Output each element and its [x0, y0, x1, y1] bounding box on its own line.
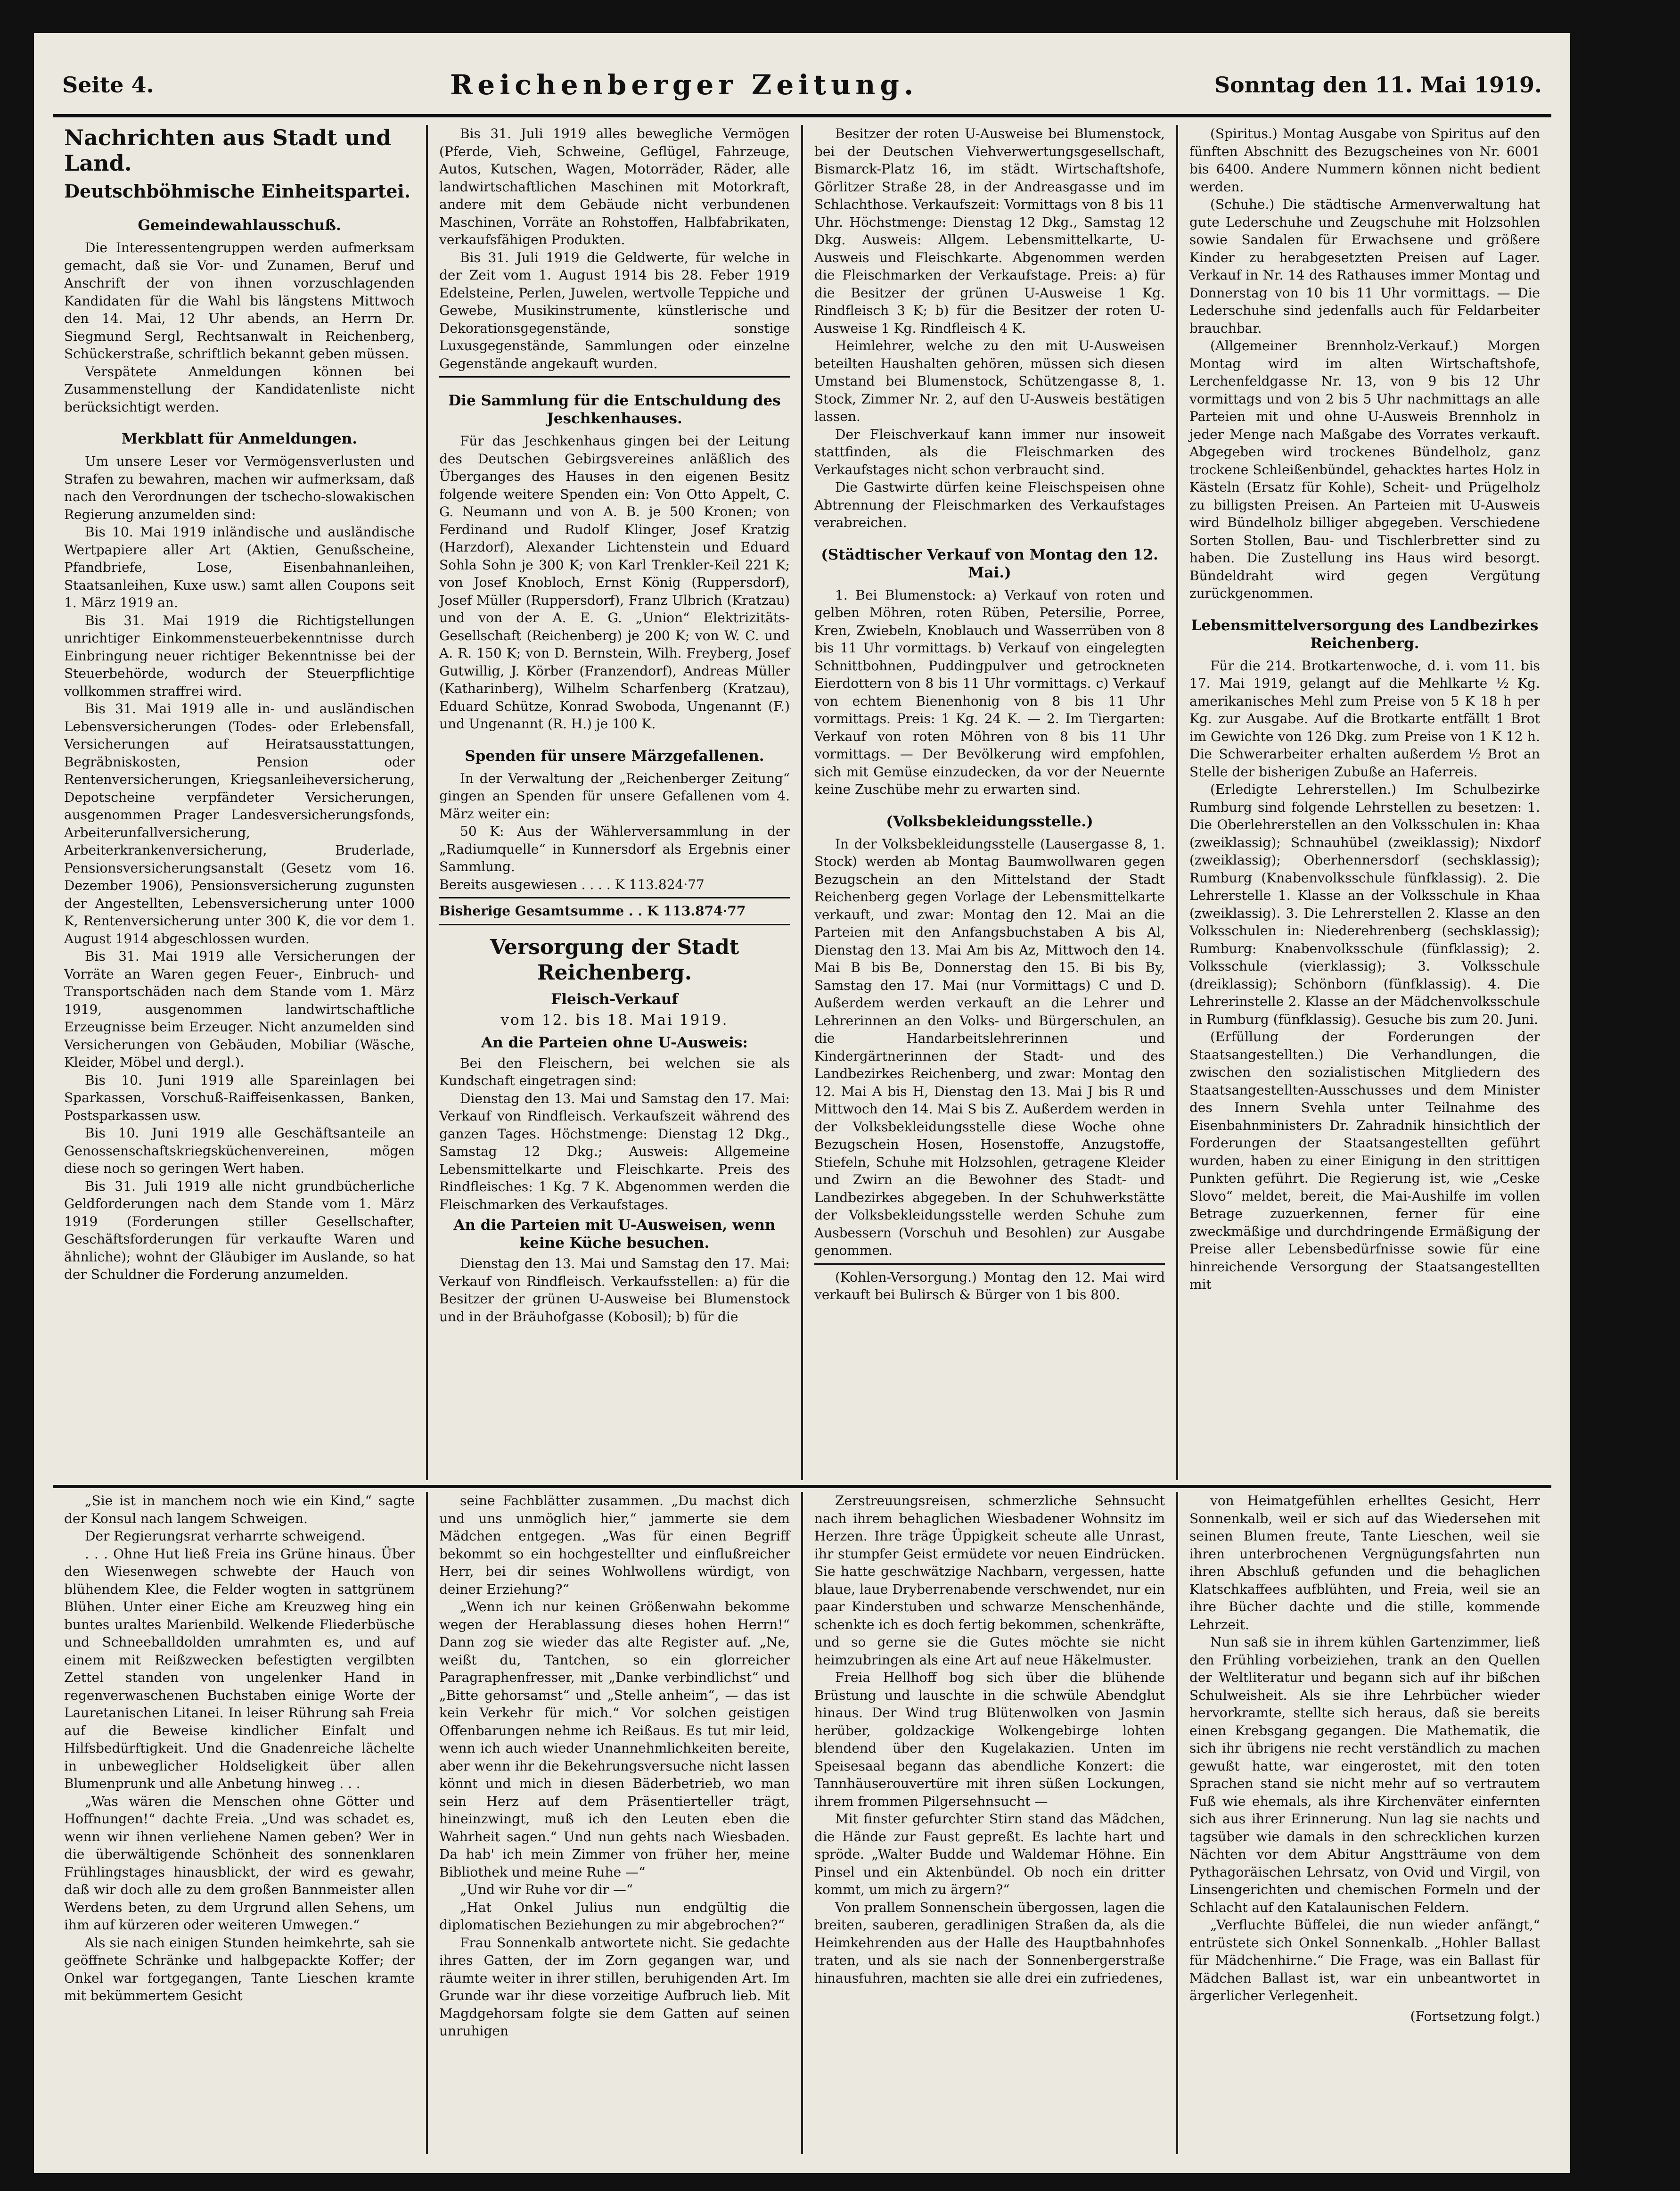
section-heading: Nachrichten aus Stadt und Land. — [64, 125, 392, 176]
divider — [439, 897, 790, 898]
paragraph: Heimlehrer, welche zu den mit U-Ausweisen beteilten Haushalten gehören, müssen sich diesen Umstand bei Blumenstock, Schützengasse 8, 1. Stock, Zimmer Nr. 2, auf den U-Ausweis bestätigen lassen. — [814, 338, 1165, 424]
paragraph: Dienstag den 13. Mai und Samstag den 17. Mai: Verkauf von Rindfleisch. Verkaufszeit während des ganzen Tages. Höchstmenge: Dienstag 12 Dkg., Samstag 12 Dkg.; Ausweis: Allgemeine Lebensmittelkarte und Fleischkarte. Preis des Rindfleisches: 1 Kg. 7 K. Abgenommen werden die Fleischmarken des Verkaufstages. — [439, 1090, 790, 1212]
paragraph: Für das Jeschkenhaus gingen bei der Leitung des Deutschen Gebirgsvereines anläßlich des Überganges des Hauses in den eigenen Besitz folgende weitere Spenden ein: Von Otto Appelt, C. G. Neumann und von A. B. je 500 Kronen; von Ferdinand und Rudolf Klinger, Josef Kratzig (Harzdorf), Alexander Lichtenstein und Eduard Sohla Sohn je 300 K; von Karl Trenkler-Keil 221 K; von Josef Knobloch, Ernst König (Ruppersdorf), Josef Müller (Ruppersdorf), Franz Ulbrich (Kratzau) und von der A. E. G. „Union“ Elektrizitäts-Gesellschaft (Reichenberg) je 200 K; von W. C. und A. R. 150 K; von D. Bernstein, Wilh. Freyberg, Josef Gutwillig, J. Körber (Franzendorf), Andreas Müller (Katharinberg), Wilhelm Scharfenberg (Kratzau), Eduard Schütze, Konrad Swoboda, Ungenannt (F.) und Ungenannt (R. H.) je 100 K. — [439, 433, 790, 732]
story-column-4 — [1178, 1492, 1551, 2154]
paragraph: Zerstreuungsreisen, schmerzliche Sehnsucht nach ihrem behaglichen Wiesbadener Wohnsitz im Herzen. Ihre träge Üppigkeit scheute alle Unrast, ihr stumpfer Geist ermüdete vor neuen Eindrücken. Sie hatte geschwätzige Nachbarn, vergessen, hatte blaue, laue Dryberrenabende verschwendet, nur ein paar Kinderstuben und schwarze Menschenhände, schenkte ich es doch fertig bekommen, schenkräfte, und so gerne sie die Gutes möchte sie nicht heimzubringen als eine Art auf neue Häkelmuster. — [814, 1493, 1165, 1668]
paragraph: 1. Bei Blumenstock: a) Verkauf von roten und gelben Möhren, roten Rüben, Petersilie, Porree, Kren, Zwiebeln, Knoblauch und Wasserrüben von 8 bis 11 Uhr vormittags. b) Verkauf von eingelegten Schnittbohnen, Puddingpulver und getrockneten Eierdottern von 8 bis 11 Uhr vormittags. c) Verkauf von echtem Bienenhonig von 8 bis 11 Uhr vormittags. Preis: 1 Kg. 24 K. — 2. Im Tiergarten: Verkauf von roten Möhren von 8 bis 11 Uhr vormittags. — Der Bevölkerung wird empfohlen, sich mit Gemüse einzudecken, da vor der Neuernte keine Zuschübe mehr zu erwarten sind. — [814, 587, 1165, 797]
paragraph: Bis 10. Mai 1919 inländische und ausländische Wertpapiere aller Art (Aktien, Genußscheine, Pfandbriefe, Lose, Eisenbahnanleihen, Staatsanleihen, Kuxe usw.) samt allen Coupons seit 1. März 1919 an. — [64, 524, 415, 610]
donation-total: Bisherige Gesamtsumme . . K 113.874·77 — [439, 903, 746, 919]
paragraph: Für die 214. Brotkartenwoche, d. i. vom 11. bis 17. Mai 1919, gelangt auf die Mehlkarte ½ Kg. amerikanisches Mehl zum Preise von 5 K 18 h per Kg. zur Ausgabe. Auf die Brotkarte entfällt 1 Brot im Gewichte von 126 Dkg. zum Preise von 1 K 12 h. Die Schwerarbeiter erhalten außerdem ½ Brot an Stelle der bisherigen Zubuße an Haferreis. — [1189, 658, 1540, 780]
news-column-4 — [1178, 125, 1551, 1480]
paragraph: Als sie nach einigen Stunden heimkehrte, sah sie geöffnete Schränke und halbgepackte Koffer; der Onkel war fortgegangen, Tante Lieschen kramte mit bekümmertem Gesicht — [64, 1935, 415, 2003]
paragraph: (Spiritus.) Montag Ausgabe von Spiritus auf den fünften Abschnitt des Bezugscheines von Nr. 6001 bis 6400. Andere Nummern können nicht bedient werden. — [1189, 126, 1540, 195]
article-heading: Merkblatt für Anmeldungen. — [121, 430, 358, 447]
paragraph: Bei den Fleischern, bei welchen sie als Kundschaft eingetragen sind: — [439, 1055, 790, 1088]
paragraph: Bis 10. Juni 1919 alle Spareinlagen bei Sparkassen, Vorschuß-Raiffeisenkassen, Banken, Postsparkassen usw. — [64, 1072, 415, 1123]
header-rule — [53, 114, 1551, 117]
paragraph: (Kohlen-Versorgung.) Montag den 12. Mai wird verkauft bei Bulirsch & Bürger von 1 bis 800. — [814, 1269, 1165, 1302]
paragraph: (Erfüllung der Forderungen der Staatsangestellten.) Die Verhandlungen, die zwischen den sozialistischen Mitgliedern des Staatsangestellten-Ausschusses und dem Minister des Innern Svehla unter Teilnahme des Eisenbahnministers Dr. Zahradnik hinsichtlich der Forderungen der Staatsangestellten geführt wurden, haben zu einer Einigung in den strittigen Punkten geführt. Die Regierung ist, wie „Ceske Slovo“ meldet, bereit, die Mai-Aushilfe im vollen Betrage zuzuerkennen, ferner für eine zweckmäßige und durchdringende Ermäßigung der Preise aller Lebensbedürfnisse sowie für eine hinreichende Versorgung der Staatsangestellten mit — [1189, 1029, 1540, 1292]
paragraph: Nun saß sie in ihrem kühlen Gartenzimmer, ließ den Frühling vorbeiziehen, trank an den Quellen der Weltliteratur und begann sich auf ihr bißchen Schulweisheit. Als sie ihre Lehrbücher wieder hervorkramte, stellte sich heraus, daß sie bereits einen Krebsgang gegangen. Die Mathematik, die sich ihr übrigens nie recht verständlich zu machen gewußt hatte, war eingerostet, mit den toten Sprachen stand sie nicht mehr auf so vertrautem Fuß wie ehemals, als ihre Kirchenväter einfernten sich aus ihrer Erinnerung. Nun lag sie nachts und tagsüber wie damals in den schrecklichen kurzen Nächten vor dem Abitur Angstträume von dem Pythagoräischen Lehrsatz, von Ovid und Virgil, von Linsengerichten und chemischen Formeln und der Schlacht auf den Katalaunischen Feldern. — [1189, 1634, 1540, 1915]
paragraph: Besitzer der roten U-Ausweise bei Blumenstock, bei der Deutschen Viehverwertungsgesellschaft, Bismarck-Platz 16, im städt. Wirtschaftshofe, Görlitzer Straße 28, in der Andreasgasse und im Schlachthose. Verkaufszeit: Vormittags von 8 bis 11 Uhr. Höchstmenge: Dienstag 12 Dkg., Samstag 12 Dkg. Ausweis: Allgem. Lebensmittelkarte, U-Ausweis und Fleischkarte. Abgenommen werden die Fleischmarken der Verkaufstage. Preis: a) für die Besitzer der grünen U-Ausweise 1 Kg. Rindfleisch 3 K; b) für die Besitzer der roten U-Ausweise 1 Kg. Rindfleisch 4 K. — [814, 126, 1165, 336]
page-number: Seite 4. — [62, 72, 154, 98]
date-range: vom 12. bis 18. Mai 1919. — [500, 1011, 729, 1029]
paragraph: Der Regierungsrat verharrte schweigend. — [85, 1528, 366, 1544]
paragraph: Bis 31. Juli 1919 alle nicht grundbücherliche Geldforderungen nach dem Stande vom 1. März 1919 (Forderungen stiller Gesellschafter, Geschäftsforderungen für verkaufte Waren und ähnliche); wohnt der Gläubiger im Auslande, so hat der Schuldner die Forderung anzumelden. — [64, 1178, 415, 1282]
paragraph: Die Interessentengruppen werden aufmerksam gemacht, daß sie Vor- und Zunamen, Beruf und Anschrift der von ihnen vorzuschlagenden Kandidaten für die Wahl bis längstens Mittwoch den 14. Mai, 12 Uhr abends, an Herrn Dr. Siegmund Sergl, Rechtsanwalt in Reichenberg, Schückerstraße, schriftlich bekannt geben müssen. — [64, 240, 415, 362]
story-column-1 — [53, 1492, 428, 2154]
paragraph: Bis 31. Juli 1919 die Geldwerte, für welche in der Zeit vom 1. August 1914 bis 28. Feber 1919 Edelsteine, Perlen, Juwelen, wertvolle Teppiche und Gewebe, Musikinstrumente, künstlerische und Dekorationsgegenstände, sonstige Luxusgegenstände, Sammlungen oder einzelne Gegenstände angekauft wurden. — [439, 249, 790, 371]
divider — [439, 924, 790, 925]
paragraph: Von prallem Sonnenschein übergossen, lagen die breiten, sauberen, geradlinigen Straßen da, als die Heimkehrenden aus der Halle des Hauptbahnhofes traten, und als sie nach der Sonnenbergerstraße hinausfuhren, machten sie alle drei ein zufriedenes, — [814, 1899, 1165, 1986]
paragraph: In der Volksbekleidungsstelle (Lausergasse 8, 1. Stock) werden ab Montag Baumwollwaren gegen Bezugschein an den Mittelstand der Stadt Reichenberg gegen Vorlage der Lebensmittelkarte verkauft, und zwar: Montag den 12. Mai an die Parteien mit den Anfangsbuchstaben A bis Al, Dienstag den 13. Mai Am bis Az, Mittwoch den 14. Mai B bis Be, Donnerstag den 15. Bi bis By, Samstag den 17. Mai (nur Vormittags) C und D. Außerdem werden verkauft an die Lehrer und Lehrerinnen an den Volks- und Bürgerschulen, an die Handarbeitslehrerinnen und Kindergärtnerinnen der Stadt- und des Landbezirkes Reichenberg, und zwar: Montag den 12. Mai A bis H, Dienstag den 13. Mai J bis R und Mittwoch den 14. Mai S bis Z. Außerdem werden in der Volksbekleidungsstelle diese Woche ohne Bezugschein Hosen, Hosenstoffe, Anzugstoffe, Stiefeln, Schuhe mit Holzsohlen, getragene Kleider und Zwirn an die Bewohner des Stadt- und Landbezirkes abgegeben. In der Schuhwerkstätte der Volksbekleidungsstelle werden Schuhe zum Ausbessern (Vorschuh und Besohlen) zur Ausgabe genommen. — [814, 836, 1165, 1258]
paragraph: . . . Ohne Hut ließ Freia ins Grüne hinaus. Über den Wiesenwegen schwebte der Hauch von blühendem Klee, die Felder wogten in sattgrünem Blühen. Unter einer Eiche am Kreuzweg hing ein buntes uraltes Marienbild. Welkende Fliederbüsche und Schneeballdolden umrahmten es, und auf einem mit Reißzwecken befestigten vergilbten Zettel standen von ungelenker Hand in regenverwaschenen Buchstaben einige Worte der Lauretanischen Litanei. In leiser Rührung sah Freia auf die Beweise kindlicher Einfalt und Hilfsbedürftigkeit. Und die Gnadenreiche lächelte in unbeweglicher Holdseligkeit über allen Blumenprunk und alle Anbetung hinweg . . . — [64, 1546, 415, 1791]
article-heading: Lebensmittelversorgung des Landbezirkes Reichenberg. — [1191, 617, 1539, 652]
paragraph: Die Gastwirte dürfen keine Fleischspeisen ohne Abtrennung der Fleischmarken des Verkaufstages verabreichen. — [814, 479, 1165, 530]
paragraph: Bis 31. Mai 1919 die Richtigstellungen unrichtiger Einkommensteuerbekenntnisse durch Einbringung neuer richtiger Bekenntnisse bei der Steuerbehörde, wodurch der Steuerpflichtige vollkommen straffrei wird. — [64, 612, 415, 699]
divider — [814, 1263, 1165, 1265]
paragraph: Um unsere Leser vor Vermögensverlusten und Strafen zu bewahren, machen wir aufmerksam, daß nach den Verordnungen der tschecho-slowakischen Regierung anzumelden sind: — [64, 453, 415, 522]
paragraph: „Hat Onkel Julius nun endgültig die diplomatischen Beziehungen zu mir abgebrochen?“ — [439, 1899, 790, 1933]
paragraph: (Schuhe.) Die städtische Armenverwaltung hat gute Lederschuhe und Zeugschuhe mit Holzsohlen sowie Sandalen für Erwachsene und größere Kinder zu herabgesetzten Preisen auf Lager. Verkauf in Nr. 14 des Rathauses immer Montag und Donnerstag von 10 bis 11 Uhr vormittags. — Die Lederschuhe sind jedenfalls auch für Feldarbeiter brauchbar. — [1189, 197, 1540, 336]
page-header — [62, 61, 1542, 108]
paragraph: 50 K: Aus der Wählerversammlung in der „Radiumquelle“ in Kunnersdorf als Ergebnis einer Sammlung. — [439, 824, 790, 874]
party-heading: Deutschböhmische Einheitspartei. — [64, 181, 411, 202]
committee-heading: Gemeindewahlausschuß. — [138, 217, 341, 234]
paragraph: Mit finster gefurchter Stirn stand das Mädchen, die Hände zur Faust gepreßt. Es lachte hart und spröde. „Walter Budde und Waldemar Höhne. Ein Pinsel und ein Aktenbündel. Ob noch ein dritter kommt, um mich zu ärgern?“ — [814, 1811, 1165, 1897]
paragraph: (Erledigte Lehrerstellen.) Im Schulbezirke Rumburg sind folgende Lehrstellen zu besetzen: 1. Die Oberlehrerstellen an den Volksschulen in: Khaa (zweiklassig); Schnauhübel (zweiklassig); Nixdorf (zweiklassig); Oberhennersdorf (sechsklassig); Rumburg (Knabenvolksschule fünfklassig). 2. Die Lehrerstelle 1. Klasse an der Volksschule in Khaa (zweiklassig). 3. Die Lehrerstellen 2. Klasse an den Volksschulen in: Niederehrenberg (sechsklassig); Rumburg: Knabenvolksschule (fünfklassig); 2. Volksschule (vierklassig); 3. Volksschule (dreiklassig); Schönborn (fünfklassig). 4. Die Lehrerinstelle 2. Klasse an der Mädchenvolksschule in Rumburg (fünfklassig). Gesuche bis zum 20. Juni. — [1189, 782, 1540, 1027]
newspaper-page — [34, 33, 1570, 2173]
paragraph: „Sie ist in manchem noch wie ein Kind,“ sagte der Konsul nach langem Schweigen. — [64, 1493, 415, 1526]
subheading: Fleisch-Verkauf — [551, 990, 678, 1008]
paragraph: seine Fachblätter zusammen. „Du machst dich und uns unmöglich hier,“ jammerte sie dem Mädchen entgegen. „Was für einen Begriff bekommt so ein hochgestellter und einflußreicher Herr, bei dir seines Wohlwollens würdigt, von deiner Erziehung?“ — [439, 1493, 790, 1597]
paragraph: „Wenn ich nur keinen Größenwahn bekomme wegen der Herablassung dieses hohen Herrn!“ Dann zog sie wieder das alte Register auf. „Ne, weißt du, Tantchen, so ein glorreicher Paragraphenfresser, mit „Danke verbindlichst“ und „Bitte gehorsamst“ und „Stelle anheim“, — das ist kein Verkehr für mich.“ Vor solchen geistigen Offenbarungen nehme ich Reißaus. Es tut mir leid, wenn ich auch wieder Unannehmlichkeiten bereite, aber wenn ihr die Bekehrungsversuche nicht lassen könnt und mich in diesen Bäderbetrieb, wo man sein Herz auf dem Präsentierteller trägt, hineinzwingt, muß ich den Leuten eben die Wahrheit sagen.“ Und nun gehts nach Wiesbaden. Da hab' ich mein Zimmer von früher her, meine Bibliothek und meine Ruhe —“ — [439, 1599, 790, 1880]
paragraph: Verspätete Anmeldungen können bei Zusammenstellung der Kandidatenliste nicht berücksichtigt werden. — [64, 363, 415, 415]
paragraph: Bis 10. Juni 1919 alle Geschäftsanteile an Genossenschaftskriegsküchenvereinen, mögen diese noch so geringen Wert haben. — [64, 1125, 415, 1176]
paragraph: Der Fleischverkauf kann immer nur insoweit stattfinden, als die Fleischmarken des Verkaufstages nicht schon verbraucht sind. — [814, 426, 1165, 478]
article-heading: (Städtischer Verkauf von Montag den 12. Mai.) — [821, 546, 1158, 581]
subheading: An die Parteien ohne U-Ausweis: — [481, 1034, 748, 1051]
paragraph: Freia Hellhoff bog sich über die blühende Brüstung und lauschte in die schwüle Abendglut hinaus. Der Wind trug Blütenwolken von Jasmin herüber, goldzackige Wolkengebirge lohten blendend über den Kugelakazien. Unten im Speisesaal begann das abendliche Konzert: die Tannhäuserouvertüre mit ihren süßen Lockungen, ihrem frommen Pilgersehnsucht — — [814, 1670, 1165, 1809]
divider — [439, 376, 790, 378]
news-column-3 — [803, 125, 1178, 1480]
news-column-2 — [428, 125, 803, 1480]
continued-note: (Fortsetzung folgt.) — [1410, 2008, 1540, 2024]
subheading: An die Parteien mit U-Ausweisen, wenn keine Küche besuchen. — [453, 1217, 776, 1252]
paragraph: Frau Sonnenkalb antwortete nicht. Sie gedachte ihres Gatten, der im Zorn gegangen war, und räumte weiter in ihrer stillen, beruhigenden Art. Im Grunde war ihr diese vorzeitige Aufbruch lieb. Mit Magdgehorsam folgte sie dem Gatten auf seinen unruhigen — [439, 1935, 790, 2039]
article-heading: Die Sammlung für die Entschuldung des Jeschkenhauses. — [448, 392, 781, 427]
paragraph: „Was wären die Menschen ohne Götter und Hoffnungen!“ dachte Freia. „Und was schadet es, wenn wir ihnen verliehene Namen geben? Wer in die überwältigende Schönheit des sonnenklaren Frühlingstages hinausblickt, der wird es gewahr, daß wir doch alle zu dem großen Bannmeister allen Werdens beten, zu dem Urgrund allen Sehens, um ihm auf kürzeren oder weiteren Umwegen.“ — [64, 1793, 415, 1933]
article-heading: Versorgung der Stadt Reichenberg. — [490, 935, 739, 985]
paragraph: Dienstag den 13. Mai und Samstag den 17. Mai: Verkauf von Rindfleisch. Verkaufsstellen: a) für die Besitzer der grünen U-Ausweise bei Blumenstock und in der Bräuhofgasse (Kobosil); b) für die — [439, 1256, 790, 1325]
news-section — [53, 125, 1551, 1480]
masthead: Reichenberger Zeitung. — [450, 69, 918, 101]
paragraph: „Und wir Ruhe vor dir —“ — [460, 1882, 633, 1897]
paragraph: (Allgemeiner Brennholz-Verkauf.) Morgen Montag wird im alten Wirtschaftshofe, Lerchenfeldgasse Nr. 13, von 9 bis 12 Uhr vormittags und von 2 bis 5 Uhr nachmittags an alle Parteien mit und ohne U-Ausweis Brennholz in jeder Menge nach Maßgabe des Vorrates verkauft. Abgegeben wird trockenes Bündelholz, ganz trockene Schleißenbündel, gehacktes hartes Holz in Kästeln (Ersatz für Kohle), Scheit- und Prügelholz zu billigsten Preisen. An Parteien mit U-Ausweis wird Bündelholz billiger abgegeben. Verschiedene Sorten Stollen, Bau- und Tischlerbretter sind zu haben. Die Zustellung ins Haus wird besorgt. Bündeldraht wird gegen Vergütung zurückgenommen. — [1189, 338, 1540, 601]
feuilleton-section — [53, 1492, 1551, 2154]
article-heading: (Volksbekleidungsstelle.) — [886, 813, 1093, 830]
paragraph: von Heimatgefühlen erhelltes Gesicht, Herr Sonnenkalb, weil er sich auf das Wiedersehen mit seinen Blumen freute, Tante Lieschen, weil sie ihren unterbrochenen Vergnügungsfahrten nun ihren Abschluß gefunden und die behaglichen Klatschkaffees aufblühten, und Freia, weil sie an ihre Bücher dachte und die stille, kommende Lehrzeit. — [1189, 1493, 1540, 1632]
paragraph: „Verfluchte Büffelei, die nun wieder anfängt,“ entrüstete sich Onkel Sonnenkalb. „Hohler Ballast für Mädchenhirne.“ Die Frage, was ein Ballast für Mädchen Ballast ist, war ein unbeantwortet in ärgerlicher Verlegenheit. — [1189, 1917, 1540, 2003]
story-column-3 — [803, 1492, 1178, 2154]
paragraph: Bis 31. Mai 1919 alle in- und ausländischen Lebensversicherungen (Todes- oder Erlebensfall, Versicherungen auf Heiratsausstattungen, Begräbniskosten, Pension oder Rentenversicherungen, Kriegsanleiheversicherung, Depotscheine verpfändeter Versicherungen, ausgenommen Prager Landesversicherungsfonds, Arbeiterunfallversicherung, Arbeiterkrankenversicherung, Bruderlade, Pensionsversicherungsanstalt (Gesetz vom 16. Dezember 1906), Pensionsversicherung zugunsten der Angestellten, Lebensversicherung unter 1000 K, Rentenversicherung unter 300 K, die vor dem 1. August 1914 abgeschlossen wurden. — [64, 701, 415, 947]
donation-subtotal: Bereits ausgewiesen . . . . K 113.824·77 — [439, 876, 705, 892]
feuilleton-rule — [53, 1485, 1551, 1488]
paragraph: In der Verwaltung der „Reichenberger Zeitung“ gingen an Spenden für unsere Gefallenen vom 4. März weiter ein: — [439, 770, 790, 822]
article-heading: Spenden für unsere Märzgefallenen. — [465, 747, 764, 765]
paragraph: Bis 31. Mai 1919 alle Versicherungen der Vorräte an Waren gegen Feuer-, Einbruch- und Transportschäden nach dem Stande vom 1. März 1919, ausgenommen landwirtschaftliche Erzeugnisse beim Erzeuger. Nicht anzumelden sind Versicherungen von Gebäuden, Mobiliar (Wäsche, Kleider, Möbel und dergl.). — [64, 948, 415, 1070]
issue-date: Sonntag den 11. Mai 1919. — [1214, 72, 1542, 98]
news-column-1 — [53, 125, 428, 1480]
paragraph: Bis 31. Juli 1919 alles bewegliche Vermögen (Pferde, Vieh, Schweine, Geflügel, Fahrzeuge, Autos, Kutschen, Wagen, Motorräder, Räder, alle landwirtschaftlichen Maschinen mit Motorkraft, andere mit dem Gebäude nicht verbundenen Maschinen, Vorräte an Rohstoffen, Halbfabrikaten, verkaufsfähigen Produkten. — [439, 126, 790, 247]
story-column-2 — [428, 1492, 803, 2154]
